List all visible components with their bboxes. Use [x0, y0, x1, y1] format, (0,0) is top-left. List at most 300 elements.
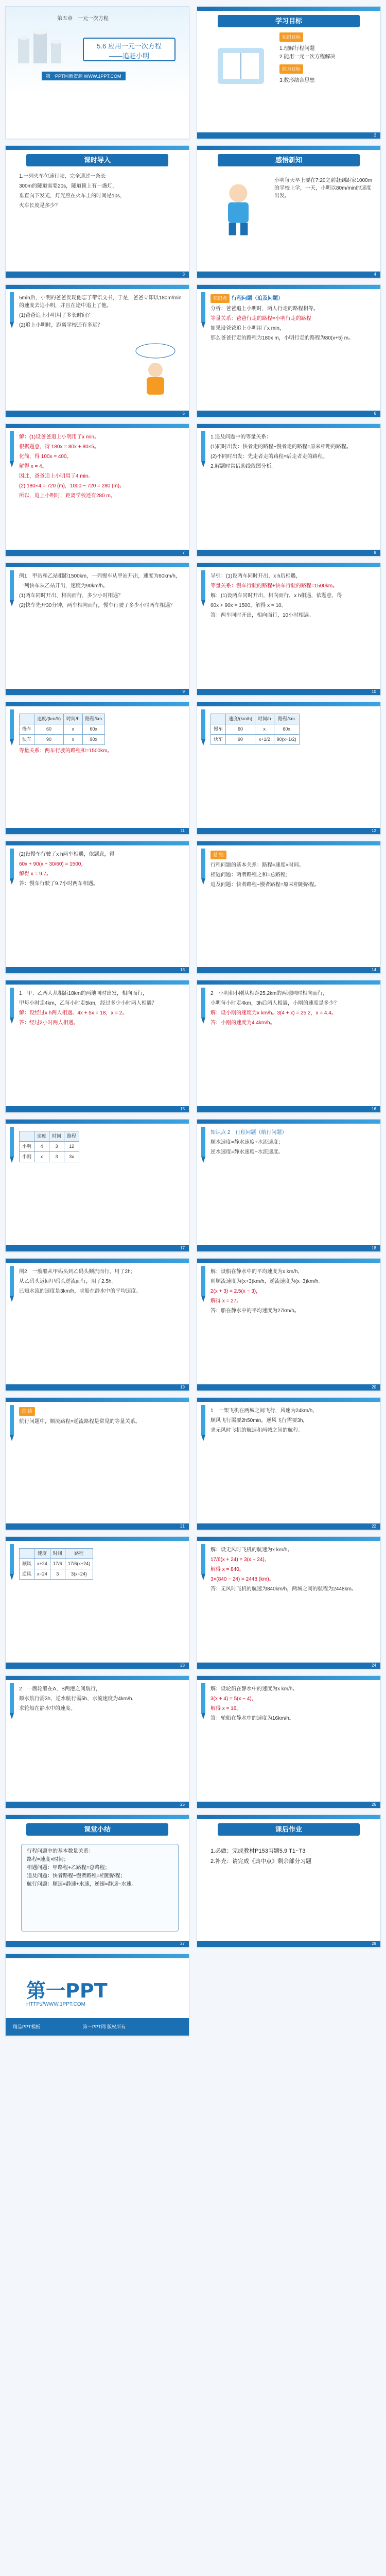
pencil-icon: [8, 1683, 16, 1719]
page-number: 7: [182, 550, 185, 555]
page-number: 15: [180, 1107, 185, 1111]
table3-cell: 小刚: [20, 1152, 34, 1162]
slide13-p3: 解得 x = 9.7。: [19, 871, 52, 877]
table2-cell: 60x: [274, 724, 299, 735]
table2: [210, 714, 300, 745]
slide24-p1: 解：设无风时飞机的航速为x km/h。: [210, 1547, 293, 1553]
summary-p1: 行程问题中的基本数量关系：: [27, 1849, 94, 1854]
page-number: 9: [182, 689, 185, 694]
table4-cell: 17/6(x+24): [65, 1559, 93, 1569]
pencil-icon: [8, 1405, 16, 1441]
slide-5[interactable]: [5, 284, 189, 417]
boy-illustration-icon: [207, 177, 269, 239]
new-knowledge-text: 小明每天早上要在7:20之前赶到距家1000m的学校上学，一天，小明以80m/min的速度出发。: [274, 178, 373, 199]
slide6-p1: 分析：爸爸追上小明时，两人行走的路程相等。: [210, 306, 319, 312]
slide23-text: [19, 1546, 182, 1582]
page-number: 14: [372, 968, 376, 972]
slide-footer-bar: [197, 1941, 380, 1947]
slide-footer-bar: [6, 1245, 189, 1251]
table3-cell: 4: [34, 1142, 49, 1152]
slide-footer-bar: [197, 1384, 380, 1391]
slide9-text: [19, 572, 182, 612]
slide18-p1: 知识点 2 行程问题（航行问题）: [210, 1130, 287, 1136]
slide-7[interactable]: [5, 423, 189, 556]
table-row: [20, 1559, 93, 1569]
title-line1: 应用一元一次方程: [108, 42, 162, 50]
slide17-text: [19, 1129, 182, 1164]
table2-cell: x+1/2: [255, 735, 274, 745]
slide7-p1: 解：(1)设爸爸追上小明用了x min。: [19, 434, 100, 440]
slide5-p2: (1)爸爸追上小明用了多长时间？: [19, 313, 93, 318]
page-number: 21: [180, 1524, 185, 1529]
table-row: [211, 735, 300, 745]
slide-footer-bar: [6, 689, 189, 695]
slide13-p2: 60x + 90(x + 30/60) = 1500，: [19, 861, 86, 867]
pencil-icon: [199, 988, 207, 1024]
knowledge-point-tag: 知识点: [210, 294, 230, 303]
slide9-p2: 一列快车从乙站开出，速度为90km/h。: [19, 583, 108, 589]
slide16-text: [210, 990, 373, 1029]
slide5-p3: (2)追上小明时，距离学校还有多远？: [19, 323, 103, 328]
slide16-p4: 答：小刚的速度为4.4km/h。: [210, 1020, 275, 1026]
slide-footer-bar: [6, 1523, 189, 1530]
summary-box: [21, 1844, 179, 1931]
slide22-text: [210, 1407, 373, 1436]
slide18-text: [210, 1129, 373, 1158]
slide18-p2: 顺水速度=静水速度+水流速度；: [210, 1140, 284, 1145]
slide10-text: [210, 572, 373, 621]
table3: [19, 1131, 79, 1162]
page-number: 5: [182, 411, 185, 416]
slide26-p4: 答：轮船在静水中的速度为16km/h。: [210, 1716, 294, 1721]
pencil-icon: [199, 1544, 207, 1580]
slide20-p3: 2(x + 3) = 2.5(x − 3)，: [210, 1289, 261, 1294]
slide22-p2: 顺风飞行需要2h50min，逆风飞行需要3h，: [210, 1418, 308, 1423]
table4-cell: 逆风: [20, 1569, 34, 1580]
slide-24[interactable]: [197, 1536, 381, 1669]
table1-cell: 慢车: [20, 724, 34, 735]
table-row: [20, 724, 105, 735]
homework-item-2: 2.补充：请完成《典中点》剩余部分习题: [210, 1858, 312, 1865]
pencil-icon: [8, 1544, 16, 1580]
slide10-p4: 60x + 90x = 1500，解得 x = 10。: [210, 603, 287, 608]
page-number: 8: [374, 550, 376, 555]
slide-12[interactable]: [197, 702, 381, 835]
table-row: [20, 1569, 93, 1580]
intro-q3: 垂直向下发光，灯光照在火车上的时间是10s，: [19, 193, 126, 199]
brand-line: 第一PPT网新资源 WWW.1PPT.COM: [42, 72, 126, 80]
page-number: 4: [374, 272, 376, 277]
slide-footer-bar: [6, 272, 189, 278]
table3-cell: x: [34, 1152, 49, 1162]
page-number: 12: [372, 828, 376, 833]
title-box: [83, 38, 176, 61]
slide6-text: [210, 294, 373, 344]
slide7-p5: 因此，爸爸追上小明用了4 min。: [19, 473, 94, 479]
page-number: 19: [180, 1385, 185, 1389]
thinking-boy-icon: [132, 342, 179, 398]
table3-head: 速度: [34, 1131, 49, 1142]
goals-header: 学习目标: [218, 15, 360, 27]
summary-p4: 追及问题：快者路程−慢者路程=相距路程；: [27, 1873, 126, 1879]
slide25-p2: 顺水航行需3h，逆水航行需5h，水流速度为4km/h，: [19, 1696, 137, 1702]
table4-head: 时间: [50, 1549, 65, 1559]
slide16-p2: 小明每小时走4km，3h后两人相遇，小刚的速度是多少？: [210, 1001, 340, 1006]
pencil-icon: [199, 1405, 207, 1441]
slide-footer-bar: [197, 1245, 380, 1251]
slide-25[interactable]: [5, 1675, 189, 1808]
slide16-p3: 解：设小刚的速度为x km/h。3(4 + x) = 25.2，x = 4.4。: [210, 1010, 337, 1016]
slide7-p7: 所以，追上小明时，距离学校还有280 m。: [19, 493, 116, 499]
slide-title[interactable]: [5, 6, 189, 139]
pencil-icon: [8, 292, 16, 328]
intro-q2: 300m的隧道需要20s，隧道顶上有一盏灯，: [19, 183, 118, 189]
slide7-p6: (2) 180×4 = 720 (m)，1000 − 720 = 280 (m)。: [19, 483, 125, 489]
slide15-p3: 解：设经过x h两人相遇。4x + 5x = 18，x = 2。: [19, 1010, 128, 1016]
slide-footer-bar: [6, 1384, 189, 1391]
slide19-text: [19, 1268, 182, 1297]
slide-goals[interactable]: [197, 6, 381, 139]
page-number: 25: [180, 1802, 185, 1807]
page-number: 27: [180, 1941, 185, 1946]
slide-14[interactable]: [197, 841, 381, 974]
slide19-p3: 已知水流的速度是3km/h，求船在静水中的平均速度。: [19, 1289, 142, 1294]
slide14-p3: 相遇问题：两者路程之和=总路程；: [210, 872, 291, 878]
slide19-p1: 例2 一艘船从甲码头到乙码头顺流而行，用了2h；: [19, 1269, 136, 1275]
page-number: 20: [372, 1385, 376, 1389]
slide25-p1: 2 一艘轮船在A，B两港之间航行，: [19, 1686, 101, 1692]
slide20-p4: 解得 x = 27。: [210, 1298, 242, 1304]
slide20-text: [210, 1268, 373, 1317]
chapter-label: 第五章 一元一次方程: [57, 16, 109, 22]
table3-head: 路程: [64, 1131, 79, 1142]
table4-cell: 3(x−24): [65, 1569, 93, 1580]
table-row: [20, 1152, 79, 1162]
table1-cell: 60: [34, 724, 64, 735]
pencil-icon: [8, 431, 16, 467]
slide25-text: [19, 1685, 182, 1715]
page-number: 10: [372, 689, 376, 694]
slide5-text: [19, 294, 182, 331]
slide-22[interactable]: [197, 1397, 381, 1530]
pencil-icon: [199, 1127, 207, 1163]
table1-head-2: 时间/h: [64, 714, 83, 724]
intro-q4: 火车长度是多少？: [19, 203, 60, 209]
slide-footer-bar: [197, 272, 380, 278]
table1-cell: 90x: [82, 735, 105, 745]
slide9-p4: (2)快车先开30分钟，两车相向而行，慢车行驶了多少小时两车相遇？: [19, 603, 176, 608]
slide-19[interactable]: [5, 1258, 189, 1391]
page-number: 2: [374, 133, 376, 138]
slide-16[interactable]: [197, 980, 381, 1113]
slide10-p1: 导引：(1)设两车同时开出，x h后相遇，: [210, 573, 301, 579]
slide15-p1: 1 甲、乙两人从相距18km的两地同时出发，相向而行，: [19, 991, 148, 996]
slide12-text: [210, 711, 373, 747]
slide6-p3: 如果设爸爸追上小明用了x min，: [210, 326, 285, 331]
slide7-p2: 根据题意，得 180x = 80x + 80×5。: [19, 444, 99, 450]
slide14-text: [210, 851, 373, 891]
slide-9[interactable]: [5, 563, 189, 696]
homework-item-1: 1.必做：完成教材P153习题5.9 T1~T3: [210, 1848, 306, 1854]
homework-header: 课后作业: [218, 1823, 360, 1836]
slide15-text: [19, 990, 182, 1029]
slide-footer-bar: [197, 689, 380, 695]
slide-footer-bar: [6, 1941, 189, 1947]
table1-note: 等量关系：两车行驶的路程和=1500km。: [19, 748, 113, 754]
page-number: 28: [372, 1941, 376, 1946]
table1: [19, 714, 105, 745]
pencil-icon: [199, 292, 207, 328]
slide25-p3: 求轮船在静水中的速度。: [19, 1706, 76, 1711]
slide9-p1: 例1 甲站和乙站相距1500km，一列慢车从甲站开出，速度为60km/h，: [19, 573, 181, 579]
slide-footer-bar: [6, 1802, 189, 1808]
table4-cell: x+24: [34, 1559, 50, 1569]
summary-tag: 总 结: [210, 851, 226, 859]
new-knowledge-header: 感悟新知: [218, 154, 360, 166]
slide8-p3: (2)不同时出发：先走者走的路程=后走者走的路程。: [210, 454, 328, 460]
slide-13[interactable]: [5, 841, 189, 974]
slide-26[interactable]: [197, 1675, 381, 1808]
table3-cell: 3: [49, 1142, 64, 1152]
table2-head: 路程/km: [274, 714, 299, 724]
slide21-text: [19, 1407, 182, 1428]
slide-summary[interactable]: [5, 1815, 189, 1947]
slide13-p4: 答：慢车行驶了9.7小时两车相遇。: [19, 881, 98, 887]
page-number: 11: [180, 828, 185, 833]
slide24-p5: 答：无风时飞机的航速为840km/h，两城之间的航程为2448km。: [210, 1586, 357, 1592]
slide-footer-bar: [6, 1663, 189, 1669]
slide24-text: [210, 1546, 373, 1595]
table-row: [211, 724, 300, 735]
table3-cell: 3: [49, 1152, 64, 1162]
slide26-p3: 解得 x = 16。: [210, 1706, 242, 1711]
table-row: [20, 1142, 79, 1152]
table1-cell: 60x: [82, 724, 105, 735]
pencil-icon: [199, 709, 207, 745]
pencil-icon: [199, 431, 207, 467]
slide-18[interactable]: [197, 1119, 381, 1252]
brand-left-note: 精品PPT模板: [13, 2024, 41, 2029]
slide7-p3: 化简，得 100x = 400。: [19, 454, 72, 460]
slide22-p3: 求无风时飞机的航速和两城之间的航程。: [210, 1428, 303, 1433]
slide20-p2: 则顺流速度为(x+3)km/h，逆流速度为(x−3)km/h。: [210, 1279, 324, 1284]
table2-cell: 90(x+1/2): [274, 735, 299, 745]
pencil-icon: [199, 1683, 207, 1719]
slide6-p4: 那么爸爸行走的路程为180x m，小明行走的路程为80(x+5) m。: [210, 335, 354, 341]
intro-header: 课时导入: [26, 154, 168, 166]
slide10-p5: 答：两车同时开出，相向而行，10小时相遇。: [210, 613, 314, 618]
table1-cell: x: [64, 735, 83, 745]
slide26-p1: 解：设轮船在静水中的速度为x km/h。: [210, 1686, 298, 1692]
table1-head-0: [20, 714, 34, 724]
slide8-p4: 2.解题时常借助线段图分析。: [210, 464, 277, 469]
page-number: 6: [374, 411, 376, 416]
slide-intro[interactable]: [5, 145, 189, 278]
pencil-icon: [8, 709, 16, 745]
table-row: [20, 735, 105, 745]
goal-tag-ability: 能力目标: [279, 64, 303, 74]
slide-footer-bar: [197, 132, 380, 139]
slide24-p4: 3×(840 − 24) = 2448 (km)。: [210, 1577, 274, 1582]
slide8-text: [210, 433, 373, 472]
page-number: 16: [372, 1107, 376, 1111]
slide-15[interactable]: [5, 980, 189, 1113]
table2-cell: 快车: [211, 735, 226, 745]
slide-10[interactable]: [197, 563, 381, 696]
slide24-p2: 17/6(x + 24) = 3(x − 24)，: [210, 1557, 270, 1563]
table2-head: [211, 714, 226, 724]
slide-footer-bar: [6, 550, 189, 556]
slide-footer-bar: [6, 967, 189, 973]
slide26-p2: 3(x + 4) = 5(x − 4)，: [210, 1696, 257, 1702]
page-number: 18: [372, 1246, 376, 1250]
pencil-icon: [199, 570, 207, 606]
table4-head: 路程: [65, 1549, 93, 1559]
section-number: 5.6: [97, 42, 107, 50]
slide16-p1: 2 小明和小刚从相距25.2km的两地同时相向而行，: [210, 991, 328, 996]
slide-11[interactable]: [5, 702, 189, 835]
intro-q1: 1.一列火车匀速行驶，完全通过一条长: [19, 174, 106, 179]
slide14-p2: 行程问题的基本关系：路程=速度×时间。: [210, 862, 304, 868]
slide14-p4: 追及问题：快者路程−慢者路程=原来相距路程。: [210, 882, 320, 888]
slide-footer-bar: [197, 1802, 380, 1808]
slide6-title: 行程问题（追及问题）: [232, 296, 284, 301]
pencil-icon: [199, 1266, 207, 1302]
slide-new-knowledge[interactable]: [197, 145, 381, 278]
slide-footer-bar: [6, 411, 189, 417]
slide15-p4: 答：经过2小时两人相遇。: [19, 1020, 79, 1026]
table1-head-3: 路程/km: [82, 714, 105, 724]
slide5-p1: 5min后，小明的爸爸发现他忘了带语文书，于是，爸爸立即以180m/min的速度去追小明，并且在途中追上了他。: [19, 295, 182, 309]
slide-brand-footer[interactable]: [5, 1954, 189, 2036]
slide22-p1: 1 一架飞机在两城之间飞行，风速为24km/h，: [210, 1408, 318, 1414]
table2-cell: x: [255, 724, 274, 735]
table1-cell: 快车: [20, 735, 34, 745]
page-number: 26: [372, 1802, 376, 1807]
slide7-text: [19, 433, 182, 502]
table1-cell: 90: [34, 735, 64, 745]
page-number: 3: [182, 272, 185, 277]
slide-footer-bar: [197, 1523, 380, 1530]
slide26-text: [210, 1685, 373, 1724]
table3-cell: 3x: [64, 1152, 79, 1162]
brand-url[interactable]: HTTP://WWW.1PPT.COM: [26, 2002, 85, 2007]
slide-footer-bar: [197, 828, 380, 834]
summary-p3: 相遇问题：甲路程+乙路程=总路程；: [27, 1865, 110, 1871]
table3-head: 时间: [49, 1131, 64, 1142]
pencil-icon: [8, 1266, 16, 1302]
slide-20[interactable]: [197, 1258, 381, 1391]
summary-tag: 总 结: [19, 1407, 35, 1416]
page-number: 24: [372, 1663, 376, 1668]
slide13-p1: (2)设慢车行驶了x h两车相遇，依题意，得: [19, 852, 115, 857]
table2-head: 时间/h: [255, 714, 274, 724]
brand-right-note: 第一PPT网 版权所有: [83, 2024, 126, 2029]
pencil-icon: [8, 988, 16, 1024]
table1-cell: x: [64, 724, 83, 735]
table1-head-1: 速度/(km/h): [34, 714, 64, 724]
table3-cell: 12: [64, 1142, 79, 1152]
book-icon: [213, 38, 269, 94]
slide11-text: [19, 711, 182, 757]
page-number: 23: [180, 1663, 185, 1668]
slide-8[interactable]: [197, 423, 381, 556]
intro-text: [19, 173, 182, 212]
slide8-p2: (1)同时出发：快者走的路程−慢者走的路程=原来相距的路程。: [210, 444, 352, 450]
slide-footer-bar: [197, 1106, 380, 1112]
summary-p2: 路程=速度×时间；: [27, 1857, 69, 1862]
page-number: 22: [372, 1524, 376, 1529]
slide7-p4: 解得 x = 4。: [19, 464, 47, 469]
goal-item-3: 3.数形结合思想: [279, 78, 315, 83]
goal-item-1: 1.理解行程问题: [279, 46, 315, 52]
slide6-p2: 等量关系：爸爸行走的路程=小明行走的路程: [210, 316, 311, 321]
table3-head: [20, 1131, 34, 1142]
table4-cell: 3: [50, 1569, 65, 1580]
slide-homework[interactable]: [197, 1815, 381, 1947]
slide-footer-bar: [6, 828, 189, 834]
summary-p5: 航行问题：顺速=静速+水速，逆速=静速−水速。: [27, 1882, 137, 1887]
slide24-p3: 解得 x = 840。: [210, 1567, 244, 1572]
slide-footer-bar: [197, 967, 380, 973]
brand-strip: [6, 2018, 189, 2036]
table4-cell: x−24: [34, 1569, 50, 1580]
slide15-p2: 甲每小时走4km，乙每小时走5km，经过多少小时两人相遇？: [19, 1001, 157, 1006]
goal-item-2: 2.能用一元一次方程解决: [279, 54, 336, 60]
table4-head: 速度: [34, 1549, 50, 1559]
slide-21[interactable]: [5, 1397, 189, 1530]
goal-tag-knowledge: 知识目标: [279, 32, 303, 42]
slide10-p3: 解：(1)设两车同时开出，相向而行，x h相遇，依题意，得: [210, 593, 342, 599]
title-line2: ——追赶小明: [109, 52, 149, 60]
slide-6[interactable]: [197, 284, 381, 417]
table4-cell: 17/6: [50, 1559, 65, 1569]
homework-list: [210, 1846, 311, 1867]
slide8-p1: 1.追及问题中的等量关系：: [210, 434, 272, 440]
table3-cell: 小明: [20, 1142, 34, 1152]
slide18-p3: 逆水速度=静水速度−水流速度。: [210, 1149, 284, 1155]
table2-cell: 60: [226, 724, 255, 735]
pencil-icon: [8, 849, 16, 885]
pencil-icon: [8, 1127, 16, 1163]
slide13-text: [19, 851, 182, 890]
slide-footer-bar: [197, 1663, 380, 1669]
pencil-icon: [8, 570, 16, 606]
goals-list: [279, 32, 335, 85]
page-number: 17: [180, 1246, 185, 1250]
slide-footer-bar: [6, 1106, 189, 1112]
slide-17[interactable]: [5, 1119, 189, 1252]
slide-23[interactable]: [5, 1536, 189, 1669]
table4: [19, 1548, 93, 1580]
slide-footer-bar: [197, 411, 380, 417]
slide19-p2: 从乙码头返回甲码头逆流而行，用了2.5h。: [19, 1279, 117, 1284]
table2-cell: 90: [226, 735, 255, 745]
slide-footer-bar: [197, 550, 380, 556]
table4-cell: 顺风: [20, 1559, 34, 1569]
table4-head: [20, 1549, 34, 1559]
slide20-p1: 解：设船在静水中的平均速度为x km/h，: [210, 1269, 303, 1275]
slide9-p3: (1)两车同时开出，相向而行，多少小时相遇？: [19, 593, 124, 599]
summary-header: 课堂小结: [26, 1823, 168, 1836]
pencil-icon: [199, 849, 207, 885]
slide20-p5: 答：船在静水中的平均速度为27km/h。: [210, 1308, 300, 1314]
brand-logo: 第一PPT: [26, 1979, 108, 2002]
page-number: 13: [180, 968, 185, 972]
slide21-p2: 航行问题中，顺流路程=逆流路程是常见的等量关系。: [19, 1419, 141, 1425]
cylinder-decoration-icon: [13, 27, 75, 69]
table2-head: 速度/(km/h): [226, 714, 255, 724]
